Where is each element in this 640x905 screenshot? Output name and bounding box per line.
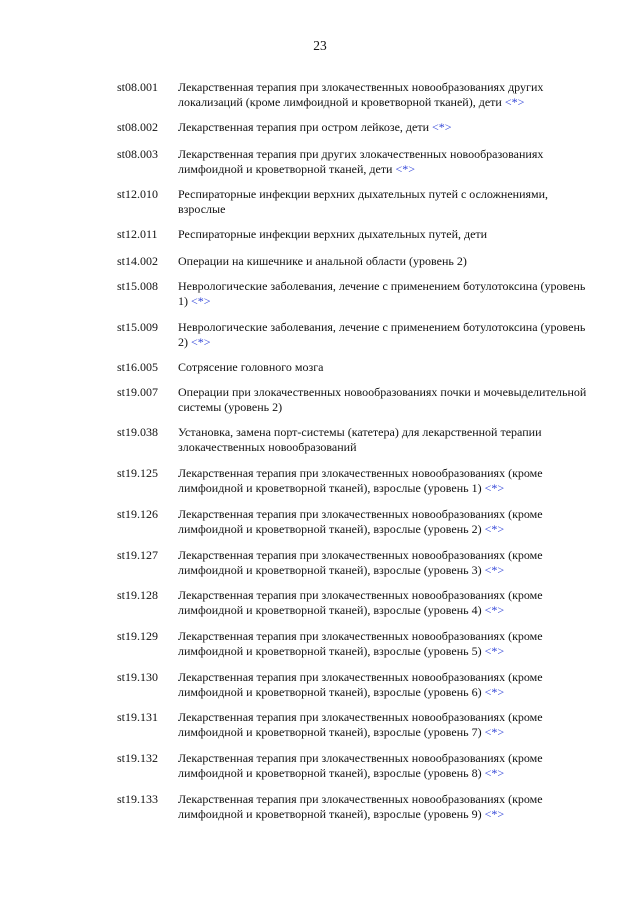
footnote-reference-link[interactable]: <*> xyxy=(484,522,505,536)
item-code: st19.131 xyxy=(117,710,159,724)
item-description xyxy=(178,548,595,578)
list-item xyxy=(117,254,595,269)
item-text: Неврологические заболевания, лечение с применением ботулотоксина (уровень 1) xyxy=(178,279,586,308)
item-code: st19.127 xyxy=(117,548,159,562)
list-item xyxy=(117,670,595,700)
item-code: st15.009 xyxy=(117,320,159,334)
list-item xyxy=(117,320,595,350)
footnote-reference-link[interactable]: <*> xyxy=(484,685,505,699)
item-text: Установка, замена порт-системы (катетера) для лекарственной терапии злокачественных новообразований xyxy=(178,425,542,454)
footnote-reference-link[interactable]: <*> xyxy=(484,766,505,780)
item-code: st19.130 xyxy=(117,670,159,684)
item-text: Лекарственная терапия при злокачественных новообразованиях (кроме лимфоидной и кроветворной тканей), взрослые (уровень 8) xyxy=(178,751,543,780)
item-code: st19.126 xyxy=(117,507,159,521)
item-text: Операции при злокачественных новообразованиях почки и мочевыделительной системы (уровень 2) xyxy=(178,385,587,414)
item-description xyxy=(178,80,595,110)
item-text: Лекарственная терапия при злокачественных новообразованиях (кроме лимфоидной и кроветворной тканей), взрослые (уровень 3) xyxy=(178,548,543,577)
item-code: st19.129 xyxy=(117,629,159,643)
list-item xyxy=(117,466,595,496)
item-description xyxy=(178,629,595,659)
item-code: st19.125 xyxy=(117,466,159,480)
item-code: st19.132 xyxy=(117,751,159,765)
item-text: Лекарственная терапия при злокачественных новообразованиях (кроме лимфоидной и кроветворной тканей), взрослые (уровень 2) xyxy=(178,507,543,536)
list-item xyxy=(117,629,595,659)
item-text: Лекарственная терапия при остром лейкозе, дети xyxy=(178,120,429,134)
item-code: st19.038 xyxy=(117,425,159,439)
list-item xyxy=(117,120,595,135)
item-text: Операции на кишечнике и анальной области (уровень 2) xyxy=(178,254,467,268)
item-text: Лекарственная терапия при злокачественных новообразованиях (кроме лимфоидной и кроветворной тканей), взрослые (уровень 4) xyxy=(178,588,543,617)
item-description xyxy=(178,187,595,217)
item-code: st08.001 xyxy=(117,80,159,94)
list-item xyxy=(117,360,595,375)
item-description xyxy=(178,466,595,496)
item-description xyxy=(178,120,595,135)
item-code: st19.128 xyxy=(117,588,159,602)
footnote-reference-link[interactable]: <*> xyxy=(484,807,505,821)
item-description xyxy=(178,507,595,537)
footnote-reference-link[interactable]: <*> xyxy=(484,563,505,577)
item-text: Лекарственная терапия при злокачественных новообразованиях других локализаций (кроме лимфоидной и кроветворной тканей), дети xyxy=(178,80,544,109)
item-description xyxy=(178,710,595,740)
item-text: Лекарственная терапия при злокачественных новообразованиях (кроме лимфоидной и кроветворной тканей), взрослые (уровень 5) xyxy=(178,629,543,658)
item-code: st08.003 xyxy=(117,147,159,161)
item-description xyxy=(178,147,595,177)
item-code: st12.010 xyxy=(117,187,159,201)
list-item xyxy=(117,710,595,740)
item-description xyxy=(178,792,595,822)
item-text: Лекарственная терапия при злокачественных новообразованиях (кроме лимфоидной и кроветворной тканей), взрослые (уровень 1) xyxy=(178,466,543,495)
item-text: Неврологические заболевания, лечение с применением ботулотоксина (уровень 2) xyxy=(178,320,586,349)
list-item xyxy=(117,507,595,537)
item-code: st16.005 xyxy=(117,360,159,374)
footnote-reference-link[interactable]: <*> xyxy=(484,603,505,617)
item-text: Сотрясение головного мозга xyxy=(178,360,324,374)
list-item xyxy=(117,227,595,242)
list-item xyxy=(117,279,595,309)
list-item xyxy=(117,80,595,110)
footnote-reference-link[interactable]: <*> xyxy=(484,644,505,658)
item-code: st14.002 xyxy=(117,254,159,268)
footnote-reference-link[interactable]: <*> xyxy=(432,120,452,134)
list-item xyxy=(117,548,595,578)
item-code: st08.002 xyxy=(117,120,159,134)
item-code: st12.011 xyxy=(117,227,158,241)
item-description xyxy=(178,227,595,242)
list-item xyxy=(117,147,595,177)
list-item xyxy=(117,588,595,618)
item-description xyxy=(178,425,595,455)
item-description xyxy=(178,385,595,415)
item-description xyxy=(178,320,595,350)
footnote-reference-link[interactable]: <*> xyxy=(484,725,505,739)
item-text: Респираторные инфекции верхних дыхательных путей, дети xyxy=(178,227,488,241)
item-description xyxy=(178,254,595,269)
list-item xyxy=(117,385,595,415)
item-text: Лекарственная терапия при злокачественных новообразованиях (кроме лимфоидной и кроветворной тканей), взрослые (уровень 9) xyxy=(178,792,543,821)
item-code: st15.008 xyxy=(117,279,159,293)
item-description xyxy=(178,751,595,781)
footnote-reference-link[interactable]: <*> xyxy=(191,294,211,308)
list-item xyxy=(117,751,595,781)
list-item xyxy=(117,425,595,455)
item-description xyxy=(178,670,595,700)
footnote-reference-link[interactable]: <*> xyxy=(395,162,416,176)
page-number: 23 xyxy=(313,38,327,53)
list-item xyxy=(117,187,595,217)
item-description xyxy=(178,588,595,618)
footnote-reference-link[interactable]: <*> xyxy=(191,335,211,349)
list-item xyxy=(117,792,595,822)
footnote-reference-link[interactable]: <*> xyxy=(484,481,505,495)
item-text: Лекарственная терапия при злокачественных новообразованиях (кроме лимфоидной и кроветворной тканей), взрослые (уровень 7) xyxy=(178,710,543,739)
item-text: Лекарственная терапия при других злокачественных новообразованиях лимфоидной и кроветворной тканей, дети xyxy=(178,147,544,176)
item-description xyxy=(178,360,595,375)
item-code: st19.133 xyxy=(117,792,159,806)
item-text: Респираторные инфекции верхних дыхательных путей с осложнениями, взрослые xyxy=(178,187,549,216)
item-code: st19.007 xyxy=(117,385,159,399)
item-text: Лекарственная терапия при злокачественных новообразованиях (кроме лимфоидной и кроветворной тканей), взрослые (уровень 6) xyxy=(178,670,543,699)
footnote-reference-link[interactable]: <*> xyxy=(504,95,525,109)
item-description xyxy=(178,279,595,309)
